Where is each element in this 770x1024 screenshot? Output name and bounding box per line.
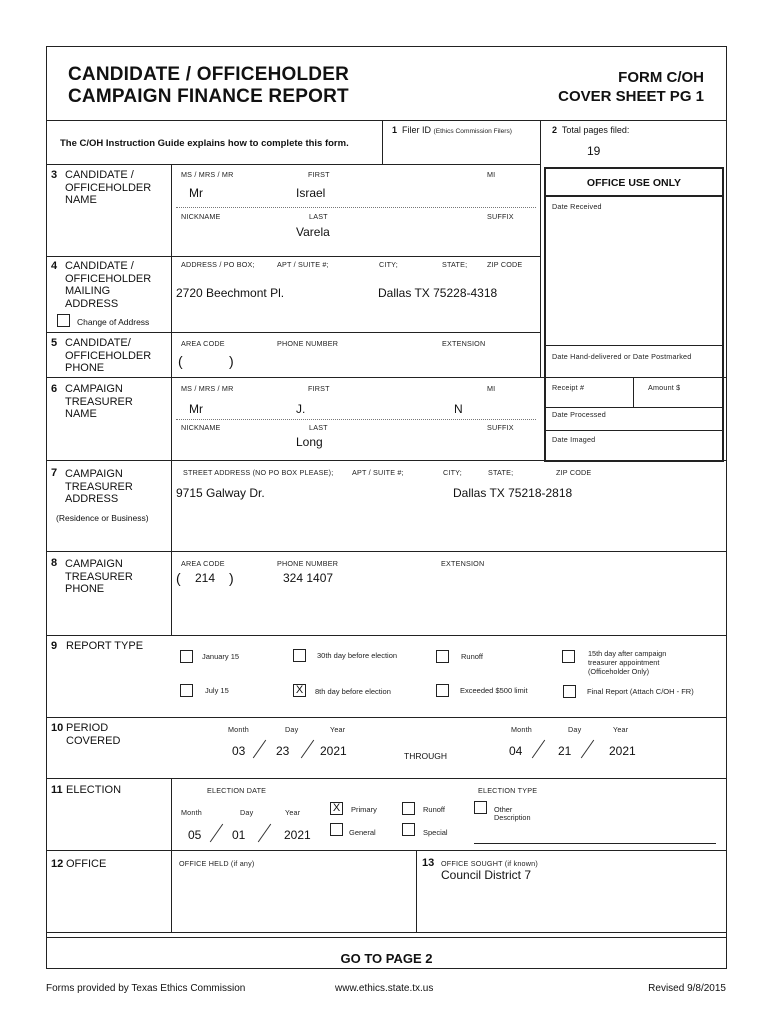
s5-extension-label: EXTENSION [442, 339, 486, 348]
30th-day-checkbox[interactable] [293, 649, 306, 662]
s4-number: 4 [51, 260, 58, 272]
s8-paren-close: ) [229, 570, 234, 586]
form-title: CANDIDATE / OFFICEHOLDER CAMPAIGN FINANCE REPORT [68, 64, 349, 107]
s12-label: OFFICE [66, 858, 107, 870]
change-of-address-checkbox[interactable] [57, 314, 70, 327]
s6-mi-label: MI [487, 384, 496, 393]
special-label: Special [423, 828, 448, 837]
s6-last-value[interactable]: Long [296, 435, 323, 449]
s9-number: 9 [51, 640, 58, 652]
s4-zip-label: ZIP CODE [487, 260, 523, 269]
s8-phone-label: PHONE NUMBER [277, 559, 339, 568]
s11-year-value[interactable]: 2021 [284, 828, 311, 842]
s10-to-year-label: Year [613, 725, 629, 734]
s7-label: CAMPAIGN TREASURER ADDRESS [65, 468, 133, 505]
s4-city-label: CITY; [379, 260, 398, 269]
form-id: FORM C/OH COVER SHEET PG 1 [558, 69, 704, 105]
s4-address-value[interactable]: 2720 Beechmont Pl. [176, 286, 285, 300]
date-processed-label: Date Processed [552, 410, 606, 419]
footer-revised: Revised 9/8/2015 [648, 983, 726, 994]
8th-day-checkbox[interactable]: X [293, 684, 306, 697]
s6-suffix-label: SUFFIX [487, 423, 514, 432]
s7-sublabel: (Residence or Business) [56, 513, 149, 523]
s5-area-code-label: AREA CODE [181, 339, 225, 348]
final-report-label: Final Report (Attach C/OH - FR) [587, 687, 694, 696]
s4-label: CANDIDATE / OFFICEHOLDER MAILING ADDRESS [65, 260, 152, 310]
exceeded-checkbox[interactable] [436, 684, 449, 697]
s3-label: CANDIDATE / OFFICEHOLDER NAME [65, 169, 152, 206]
s4-apt-label: APT / SUITE #; [277, 260, 329, 269]
s10-to-day-value[interactable]: 21 [558, 744, 572, 758]
s3-last-label: LAST [309, 212, 328, 221]
exceeded-label: Exceeded $500 limit [460, 686, 528, 695]
filer-id-label: 1 Filer ID (Ethics Commission Filers) [392, 125, 512, 135]
runoff-report-label: Runoff [461, 652, 483, 661]
s11-day-value[interactable]: 01 [232, 828, 246, 842]
s13-number: 13 [422, 857, 435, 869]
s3-ms-value[interactable]: Mr [189, 186, 203, 200]
s11-year-label: Year [285, 808, 301, 817]
s3-nickname-label: NICKNAME [181, 212, 221, 221]
s10-from-year-value[interactable]: 2021 [320, 744, 347, 758]
s10-to-month-value[interactable]: 04 [509, 744, 523, 758]
s7-number: 7 [51, 467, 58, 479]
footer-left: Forms provided by Texas Ethics Commission [46, 983, 246, 994]
s8-paren-open: ( [176, 570, 181, 586]
s10-number: 10 [51, 722, 64, 734]
change-of-address-label: Change of Address [77, 317, 150, 327]
s4-state-label: STATE; [442, 260, 468, 269]
s5-number: 5 [51, 337, 58, 349]
s8-area-code-label: AREA CODE [181, 559, 225, 568]
amount-label: Amount $ [648, 383, 681, 392]
receipt-label: Receipt # [552, 383, 585, 392]
jul15-checkbox[interactable] [180, 684, 193, 697]
s3-number: 3 [51, 169, 58, 181]
date-imaged-label: Date Imaged [552, 435, 596, 444]
s3-first-label: FIRST [308, 170, 330, 179]
s7-city-value[interactable]: Dallas TX 75218-2818 [453, 486, 573, 500]
date-received-label: Date Received [552, 202, 602, 211]
footer-url[interactable]: www.ethics.state.tx.us [335, 983, 434, 994]
office-sought-value[interactable]: Council District 7 [441, 868, 532, 882]
s3-mi-label: MI [487, 170, 496, 179]
s8-extension-label: EXTENSION [441, 559, 485, 568]
s12-number: 12 [51, 858, 64, 870]
other-election-label: Other Description [494, 805, 531, 822]
instruction-text: The C/OH Instruction Guide explains how to complete this form. [60, 138, 349, 149]
s8-number: 8 [51, 557, 58, 569]
total-pages-label: 2 Total pages filed: [552, 125, 630, 135]
runoff-election-checkbox[interactable] [402, 802, 415, 815]
s10-from-month-value[interactable]: 03 [232, 744, 246, 758]
s5-phone-label: PHONE NUMBER [277, 339, 339, 348]
8th-day-label: 8th day before election [315, 687, 391, 696]
other-election-checkbox[interactable] [474, 801, 487, 814]
s7-city-label: CITY; [443, 468, 462, 477]
office-use-title: OFFICE USE ONLY [546, 169, 722, 197]
s11-number: 11 [51, 784, 63, 796]
office-sought-label: OFFICE SOUGHT (if known) [441, 859, 538, 868]
jan15-label: January 15 [202, 652, 240, 661]
through-label: THROUGH [404, 751, 447, 761]
s6-first-value[interactable]: J. [296, 402, 306, 416]
primary-label: Primary [351, 805, 377, 814]
final-report-checkbox[interactable] [563, 685, 576, 698]
jan15-checkbox[interactable] [180, 650, 193, 663]
go-to-page-2: GO TO PAGE 2 [340, 951, 433, 966]
s10-to-day-label: Day [568, 725, 582, 734]
s6-ms-value[interactable]: Mr [189, 402, 203, 416]
s10-label: PERIOD COVERED [66, 722, 121, 747]
s7-zip-label: ZIP CODE [556, 468, 592, 477]
s6-first-label: FIRST [308, 384, 330, 393]
s5-paren-close: ) [229, 353, 234, 369]
30th-day-label: 30th day before election [317, 651, 398, 660]
s6-number: 6 [51, 383, 58, 395]
s6-label: CAMPAIGN TREASURER NAME [65, 383, 133, 420]
s10-to-year-value[interactable]: 2021 [609, 744, 636, 758]
s5-label: CANDIDATE/ OFFICEHOLDER PHONE [65, 337, 152, 374]
primary-checkbox[interactable]: X [330, 802, 343, 815]
special-checkbox[interactable] [402, 823, 415, 836]
runoff-election-label: Runoff [423, 805, 445, 814]
s3-suffix-label: SUFFIX [487, 212, 514, 221]
runoff-report-checkbox[interactable] [436, 650, 449, 663]
s11-label: ELECTION [66, 784, 122, 796]
s10-from-month-label: Month [228, 725, 249, 734]
s9-label: REPORT TYPE [66, 640, 144, 652]
s6-nickname-label: NICKNAME [181, 423, 221, 432]
s10-from-day-label: Day [285, 725, 299, 734]
s11-day-label: Day [240, 808, 254, 817]
s6-mi-value[interactable]: N [454, 402, 463, 416]
s4-city-value[interactable]: Dallas TX 75228-4318 [378, 286, 498, 300]
s7-apt-label: APT / SUITE #; [352, 468, 404, 477]
15th-day-checkbox[interactable] [562, 650, 575, 663]
s11-month-value[interactable]: 05 [188, 828, 202, 842]
s8-label: CAMPAIGN TREASURER PHONE [65, 558, 133, 595]
s3-last-value[interactable]: Varela [296, 225, 330, 239]
15th-day-label: 15th day after campaign treasurer appointment (Officeholder Only) [588, 649, 667, 676]
s7-street-label: STREET ADDRESS (NO PO BOX PLEASE); [183, 468, 334, 477]
s7-state-label: STATE; [488, 468, 514, 477]
s11-month-label: Month [181, 808, 202, 817]
s4-address-label: ADDRESS / PO BOX; [181, 260, 255, 269]
s8-area-code-value[interactable]: 214 [195, 571, 216, 585]
general-checkbox[interactable] [330, 823, 343, 836]
total-pages-field[interactable]: 19 [587, 144, 601, 158]
s10-from-year-label: Year [330, 725, 346, 734]
s3-first-value[interactable]: Israel [296, 186, 326, 200]
date-hand-delivered-label: Date Hand-delivered or Date Postmarked [552, 352, 692, 361]
office-held-label: OFFICE HELD (if any) [179, 859, 255, 868]
s10-to-month-label: Month [511, 725, 532, 734]
s3-ms-label: MS / MRS / MR [181, 170, 234, 179]
s7-address-value[interactable]: 9715 Galway Dr. [176, 486, 265, 500]
s10-from-day-value[interactable]: 23 [276, 744, 290, 758]
s5-paren-open: ( [178, 353, 183, 369]
s6-last-label: LAST [309, 423, 328, 432]
s8-phone-value[interactable]: 324 1407 [283, 571, 334, 585]
election-type-label: ELECTION TYPE [478, 786, 538, 795]
general-label: General [349, 828, 376, 837]
election-date-label: ELECTION DATE [207, 786, 267, 795]
s6-ms-label: MS / MRS / MR [181, 384, 234, 393]
jul15-label: July 15 [205, 686, 229, 695]
